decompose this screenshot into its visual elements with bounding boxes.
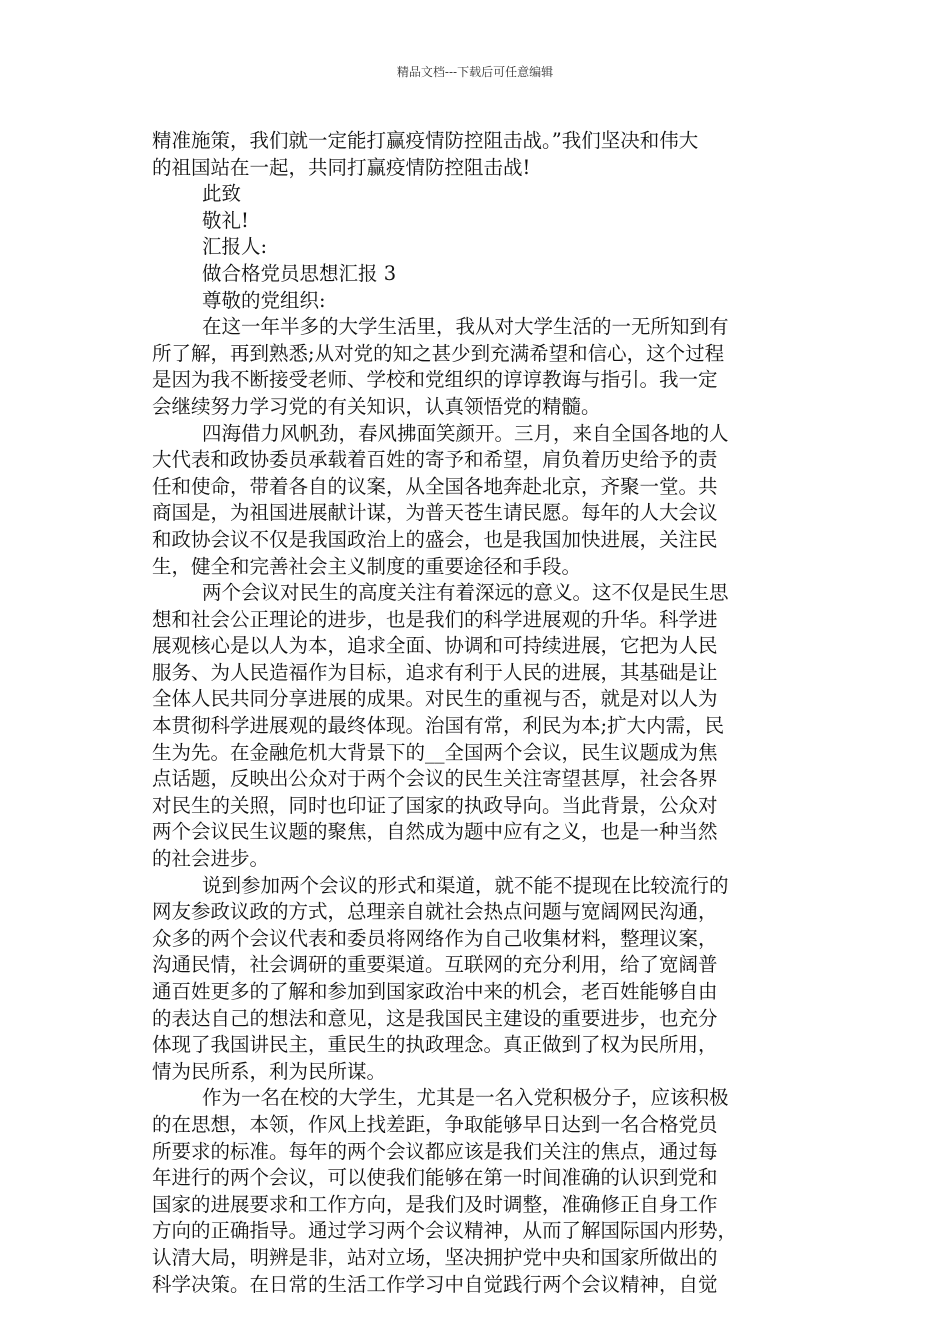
text-line: 科学决策。在日常的生活工作学习中自觉践行两个会议精神，自觉 — [152, 1272, 718, 1296]
text-line: 作为一名在校的大学生，尤其是一名入党积极分子，应该积极 — [202, 1086, 729, 1110]
text-line: 的表达自己的想法和意见，这是我国民主建设的重要进步，也充分 — [152, 1006, 718, 1030]
text-line: 的祖国站在一起，共同打赢疫情防控阻击战! — [152, 155, 531, 179]
text-line: 沟通民情，社会调研的重要渠道。互联网的充分利用，给了宽阔普 — [152, 953, 718, 977]
text-line: 两个会议民生议题的聚焦，自然成为题中应有之义，也是一种当然 — [152, 820, 718, 844]
text-line: 方向的正确指导。通过学习两个会议精神，从而了解国际国内形势， — [152, 1219, 738, 1243]
text-line: 生为先。在金融危机大背景下的__全国两个会议，民生议题成为焦 — [152, 740, 718, 764]
document-body — [152, 128, 802, 1298]
text-line: 的社会进步。 — [152, 847, 270, 871]
text-line: 众多的两个会议代表和委员将网络作为自己收集材料，整理议案， — [152, 926, 718, 950]
text-line: 做合格党员思想汇报 3 — [202, 261, 397, 285]
page-header: 精品文档---下载后可任意编辑 — [396, 65, 554, 79]
text-line: 展观核心是以人为本，追求全面、协调和可持续进展，它把为人民 — [152, 634, 718, 658]
text-line: 精准施策，我们就一定能打赢疫情防控阻击战。”我们坚决和伟大 — [152, 129, 699, 152]
text-line: 年进行的两个会议，可以使我们能够在第一时间准确的认识到党和 — [152, 1166, 718, 1190]
text-line: 在这一年半多的大学生活里，我从对大学生活的一无所知到有 — [202, 315, 729, 339]
text-line: 网友参政议政的方式，总理亲自就社会热点问题与宽阔网民沟通， — [152, 900, 718, 924]
text-line: 服务、为人民造福作为目标，追求有利于人民的进展，其基础是让 — [152, 660, 718, 684]
text-line: 是因为我不断接受老师、学校和党组织的谆谆教诲与指引。我一定 — [152, 368, 718, 392]
text-line: 汇报人: — [202, 235, 268, 259]
text-line: 对民生的关照，同时也印证了国家的执政导向。当此背景，公众对 — [152, 793, 718, 817]
text-line: 的在思想，本领，作风上找差距，争取能够早日达到一名合格党员 — [152, 1112, 718, 1136]
text-line: 所要求的标准。每年的两个会议都应该是我们关注的焦点，通过每 — [152, 1139, 718, 1163]
text-line: 全体人民共同分享进展的成果。对民生的重视与否，就是对以人为 — [152, 687, 718, 711]
text-line: 任和使命，带着各自的议案，从全国各地奔赴北京，齐聚一堂。共 — [152, 474, 718, 498]
text-line: 情为民所系，利为民所谋。 — [152, 1059, 387, 1083]
text-line: 所了解，再到熟悉;从对党的知之甚少到充满希望和信心，这个过程 — [152, 341, 725, 365]
text-line: 说到参加两个会议的形式和渠道，就不能不提现在比较流行的 — [202, 873, 729, 897]
text-line: 体现了我国讲民主，重民生的执政理念。真正做到了权为民所用， — [152, 1033, 718, 1057]
text-line: 生，健全和完善社会主义制度的重要途径和手段。 — [152, 554, 582, 578]
text-line: 想和社会公正理论的进步，也是我们的科学进展观的升华。科学进 — [152, 607, 718, 631]
text-line: 四海借力风帆劲，春风拂面笑颜开。三月，来自全国各地的人 — [202, 421, 729, 445]
text-line: 点话题，反映出公众对于两个会议的民生关注寄望甚厚，社会各界 — [152, 767, 718, 791]
text-line: 大代表和政协委员承载着百姓的寄予和希望，肩负着历史给予的责 — [152, 448, 718, 472]
text-line: 敬礼! — [202, 208, 249, 232]
text-line: 两个会议对民生的高度关注有着深远的意义。这不仅是民生思 — [202, 581, 729, 605]
text-line: 和政协会议不仅是我国政治上的盛会，也是我国加快进展，关注民 — [152, 527, 718, 551]
text-line: 通百姓更多的了解和参加到国家政治中来的机会，老百姓能够自由 — [152, 980, 718, 1003]
text-line: 认清大局，明辨是非，站对立场，坚决拥护党中央和国家所做出的 — [152, 1245, 718, 1269]
text-line: 本贯彻科学进展观的最终体现。治国有常，利民为本;扩大内需，民 — [152, 714, 725, 738]
text-line: 尊敬的党组织: — [202, 288, 326, 312]
text-line: 会继续努力学习党的有关知识，认真领悟党的精髓。 — [152, 394, 601, 418]
text-line: 此致 — [202, 182, 242, 206]
text-line: 商国是，为祖国进展献计谋，为普天苍生请民愿。每年的人大会议 — [152, 501, 718, 525]
text-line: 国家的进展要求和工作方向，是我们及时调整，准确修正自身工作 — [152, 1192, 718, 1216]
